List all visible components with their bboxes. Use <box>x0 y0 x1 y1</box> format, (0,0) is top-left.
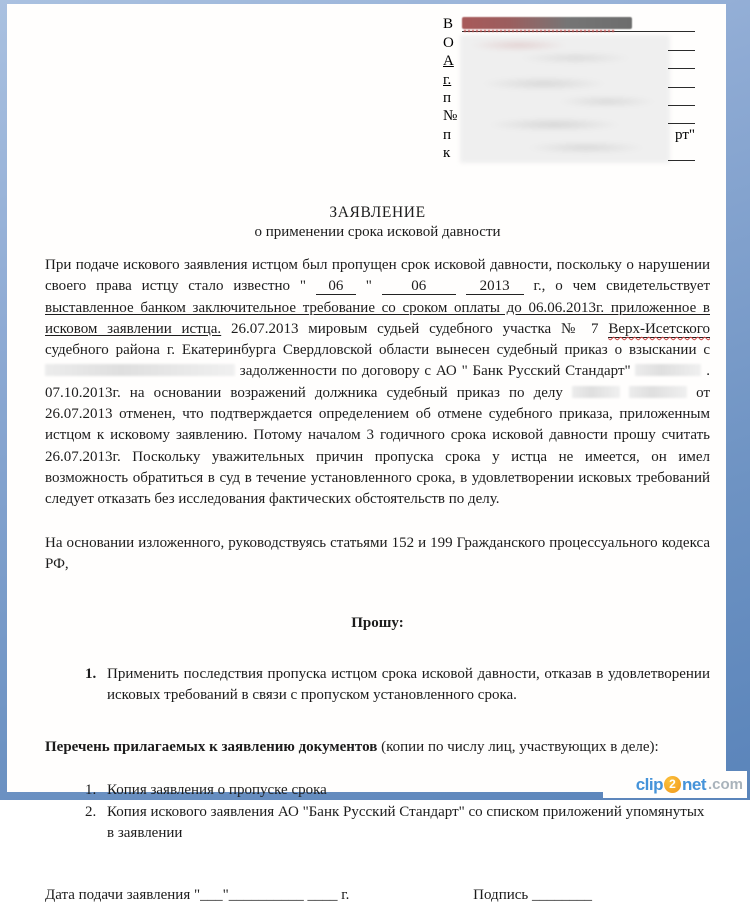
addressee-line-letter: к <box>443 145 451 162</box>
list-item-number: 2. <box>85 803 97 820</box>
addressee-line-letter: А <box>443 53 454 70</box>
clip2net-watermark[interactable] <box>603 771 747 798</box>
attachments-heading <box>45 737 710 758</box>
blank-underline <box>668 69 695 87</box>
paragraph-text: При подаче искового заявления истцом был пропущен срок исковой давности, поскольку о нарушении своего права истцу стало известно " <box>45 257 710 295</box>
underlined-district-name: Верх-Исетского <box>608 320 711 337</box>
addressee-line <box>443 51 695 69</box>
redaction-dark-bar <box>462 17 632 29</box>
list-item <box>45 802 710 845</box>
date-year-blank: 2013 <box>466 279 524 295</box>
document-title: ЗАЯВЛЕНИЕ <box>329 204 426 221</box>
legal-basis-paragraph: На основании изложенного, руководствуясь статьями 152 и 199 Гражданского процессуального кодекса РФ, <box>45 534 710 572</box>
redaction-inline <box>635 364 701 376</box>
paragraph-text: судебного района г. Екатеринбурга Свердловской области вынесен судебный приказ о взыскании с <box>45 342 710 359</box>
addressee-visible-tail: рт" <box>675 126 695 143</box>
watermark-2-badge-icon: 2 <box>664 776 681 793</box>
addressee-underline <box>462 14 695 32</box>
addressee-block <box>443 14 695 161</box>
date-day-blank: 06 <box>316 279 356 295</box>
attachments-heading-bold: Перечень прилагаемых к заявлению документов <box>45 738 378 755</box>
addressee-line <box>443 143 695 161</box>
paragraph-text: задолженности по договору с АО " Банк Русский Стандарт" <box>239 363 631 380</box>
paragraph-text: от 26.07.2013 отменен, что подтверждается определением об отмене судебного приказа, приложенным истцом к исковому заявлению. Потому началом 3 годичного срока исковой давности прошу считать 26.07.2013г. Поскольку уважительных причин пропуска срока у истца не имеется, он имел возможность обратиться в суд в течение установленного срока, в удовлетворении исковых требований следует отказать без исследования фактических обстоятельств по делу. <box>45 384 711 508</box>
blank-underline <box>668 88 695 106</box>
list-item-text: Копия искового заявления АО "Банк Русский Стандарт" со списком приложений упомянутых в заявлении <box>107 803 705 842</box>
redaction-inline <box>629 386 687 398</box>
blank-underline <box>668 143 695 161</box>
underlined-claim-text: выставленное банком заключительное требование со сроком оплаты до 06.06.2013г. приложенное в исковом заявлении истца. <box>45 299 710 337</box>
watermark-net-text: net <box>681 774 706 794</box>
addressee-line-letter: О <box>443 34 454 51</box>
paragraph-text: г., о чем свидетельствует <box>533 278 711 295</box>
blank-underline <box>668 51 695 69</box>
redaction-inline <box>45 364 235 376</box>
request-item-number: 1. <box>85 666 97 683</box>
list-item-number: 1. <box>85 782 97 799</box>
filing-date-label: Дата подачи заявления "___"__________ ____ г. <box>45 886 350 903</box>
blank-underline <box>668 32 695 50</box>
blank-underline <box>668 106 695 124</box>
addressee-line <box>443 88 695 106</box>
addressee-line-letter: п <box>443 126 452 143</box>
addressee-line <box>443 32 695 50</box>
attachments-heading-rest: (копии по числу лиц, участвующих в деле): <box>377 738 659 755</box>
addressee-line <box>443 124 695 142</box>
addressee-line-letter: № <box>443 108 458 125</box>
list-item-text: Копия заявления о пропуске срока <box>107 782 327 799</box>
paragraph-text: . 07.10.2013г. на основании возражений должника судебный приказ по делу <box>45 363 711 401</box>
request-item <box>45 664 710 707</box>
request-heading: Прошу: <box>351 615 404 632</box>
statement-paragraph <box>45 255 710 511</box>
paragraph-text: 26.07.2013 мировым судьей судебного участка № 7 <box>230 320 599 337</box>
signature-label: Подпись ________ <box>473 886 592 903</box>
request-item-text: Применить последствия пропуска истцом срока исковой давности, отказав в удовлетворении исковых требований в связи с пропуском установленного срока. <box>107 666 710 704</box>
watermark-clip-text: clip <box>635 774 663 794</box>
date-month-blank: 06 <box>382 279 456 295</box>
quote-mark: " <box>365 278 372 295</box>
watermark-com-text: .com <box>707 776 743 793</box>
document-subtitle: о применении срока исковой давности <box>254 224 501 240</box>
addressee-line <box>443 69 695 87</box>
redaction-inline <box>572 386 620 398</box>
addressee-line <box>443 14 695 32</box>
addressee-line-letter: п <box>443 89 452 106</box>
addressee-line-letter: г. <box>443 71 452 88</box>
signature-row <box>45 887 710 904</box>
addressee-line <box>443 106 695 124</box>
addressee-line-letter: В <box>443 16 454 33</box>
